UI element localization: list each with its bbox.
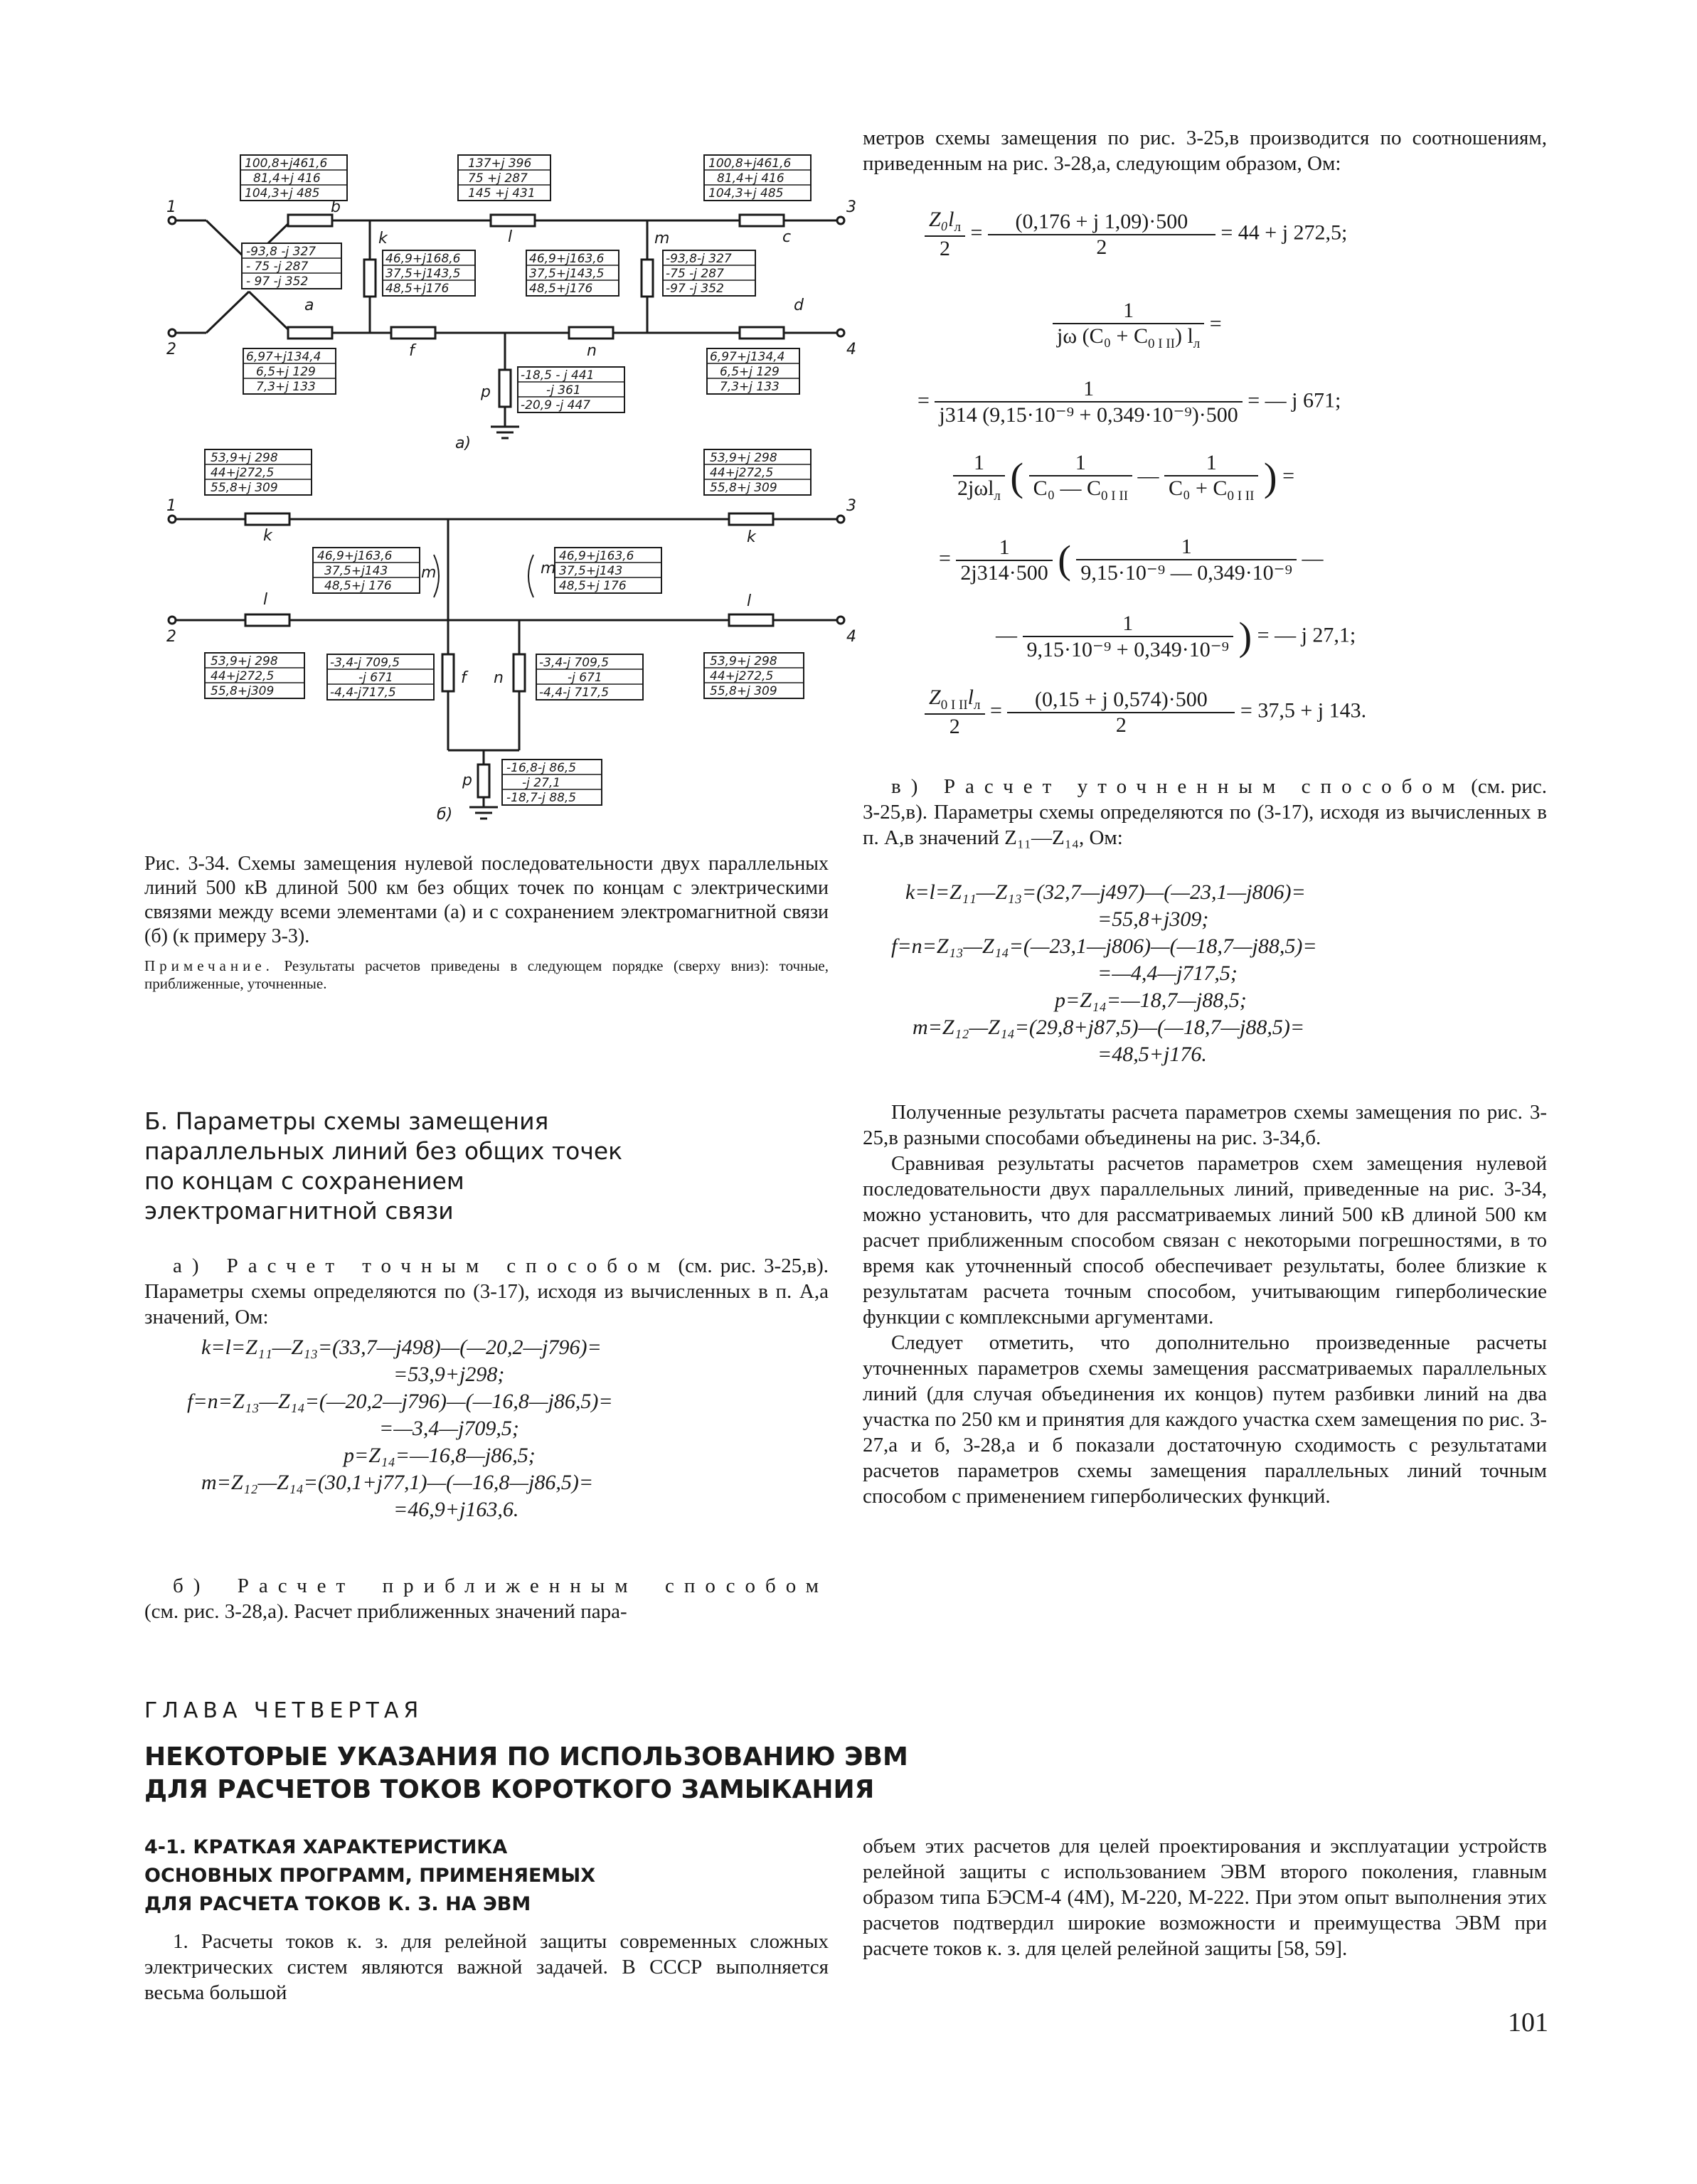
equation-line: p=Z₁₄=—18,7—j88,5;	[1055, 989, 1247, 1012]
paragraph-text: Следует отметить, что дополнительно произведенные расчеты уточненных параметров схемы замещения рассматриваемых параллельных линий (для случая объединения их концов) путем разбивки линий на два участка по 250 км и принятия для каждого участка схем замещения по рис. 3-27,а и б, 3-28,а и б показали достаточную сходимость с результатами расчетов параметров схемы замещения параллельных линий точным способом с применением гиперболических функций.	[863, 1331, 1547, 1508]
math-term: 2	[1096, 235, 1107, 259]
math-term: 1	[1023, 612, 1234, 637]
value: 104,3+j 485	[245, 186, 320, 201]
math-term: jω (C₀ + C	[1057, 324, 1148, 348]
value: 37,5+j143	[559, 564, 623, 578]
math-result: =	[1209, 311, 1222, 336]
resistor-f	[442, 654, 454, 691]
value: 48,5+j176	[385, 282, 449, 296]
para-a-exact	[144, 1253, 829, 1330]
paragraph-text: объем этих расчетов для целей проектирования и эксплуатации устройств релейной защиты с использованием ЭВМ второго поколения, главным образом типа БЭСМ-4 (4М), М-220, М-222. При этом опыт выполнения этих расчетов подтвердил широкие возможности и преимущества ЭВМ при расчете токов к. з. для целей релейной защиты [58, 59].	[863, 1835, 1547, 1960]
math-result: =	[1282, 464, 1294, 488]
value: -j 671	[358, 671, 393, 685]
resistor-k-right	[729, 513, 773, 525]
math-term: 2j314·500	[960, 560, 1048, 585]
chapter-title-line: ДЛЯ РАСЧЕТОВ ТОКОВ КОРОТКОГО ЗАМЫКАНИЯ	[144, 1775, 875, 1804]
label-k: k	[263, 527, 272, 545]
math-term: =	[917, 388, 930, 412]
heading-line: Б. Параметры схемы замещения	[144, 1107, 549, 1135]
section-title-line: ОСНОВНЫХ ПРОГРАММ, ПРИМЕНЯЕМЫХ	[144, 1865, 596, 1887]
right-intro	[863, 125, 1547, 176]
math-eq-4: $\frac{1}{2j\omega l_л}$ ( $\frac{1}{C_0 — C_{0 I II}}$ — $\frac{1}{C_0 + C_{0 I II}}$ ) =	[953, 451, 1294, 504]
value-box-bottom-left	[243, 348, 336, 394]
value-box-b-n	[536, 654, 643, 700]
value-box-b-mid-left	[313, 548, 420, 593]
figure-b-diagram	[156, 441, 1010, 825]
heading-line: электромагнитной связи	[144, 1197, 454, 1225]
value: 53,9+j 298	[710, 451, 777, 465]
resistor-d	[740, 327, 784, 339]
value-box-top-mid	[458, 155, 550, 201]
label-p: p	[462, 772, 472, 789]
math-sub: л	[1193, 336, 1201, 351]
resistor-a	[288, 327, 332, 339]
math-term: 1	[953, 451, 1005, 476]
label-1: 1	[166, 497, 176, 515]
label-3: 3	[846, 198, 856, 216]
math-sub: л	[954, 220, 961, 235]
value: 37,5+j143,5	[529, 267, 605, 281]
paragraph-text: Сравнивая результаты расчетов параметров схем замещения нулевой последовательности двух параллельных линий, приведенные на рис. 3-34, можно установить, что для рассматриваемых линий 500 кВ длиной 500 км расчет приближенным способом связан с некоторыми погрешностями, в то время как уточненный способ обеспечивает результаты, более близкие к результатам расчета точным способом, учитывающим гиперболические функции с комплексными аргументами.	[863, 1152, 1547, 1328]
value-box-b-f	[327, 654, 434, 700]
value: 145 +j 431	[468, 186, 536, 201]
value: 44+j272,5	[211, 466, 275, 480]
value: -93,8 -j 327	[246, 245, 316, 259]
label-c: c	[782, 228, 792, 246]
math-term: 2	[939, 237, 950, 260]
value-box-top-right	[704, 155, 811, 201]
math-sub: 0 I II	[1227, 489, 1255, 504]
figure-note	[144, 957, 829, 993]
section-title-line: 4-1. КРАТКАЯ ХАРАКТЕРИСТИКА	[144, 1836, 508, 1858]
label-1: 1	[166, 198, 176, 216]
math-term: =	[939, 546, 951, 570]
math-eq-6: — $\frac{1}{\text{9,15·10⁻⁹ + 0,349·10⁻⁹}}$ ) = — j 27,1;	[996, 612, 1356, 661]
value-box-bottom-right	[707, 348, 799, 394]
value: 100,8+j461,6	[245, 156, 328, 171]
paragraph-text: (см. рис. 3-28,а). Расчет приближенных значений пара-	[144, 1600, 627, 1623]
terminal-4	[837, 329, 844, 336]
terminal-3	[837, 217, 844, 224]
math-term: 1	[1053, 299, 1204, 324]
math-term: 9,15·10⁻⁹ + 0,349·10⁻⁹	[1026, 638, 1229, 661]
value: 7,3+j 133	[720, 380, 780, 394]
value-box-p	[518, 367, 624, 412]
value: 104,3+j 485	[708, 186, 784, 201]
spaced-heading: а) Расчет точным способом	[173, 1255, 671, 1277]
equation-line: k=l=Z₁₁—Z₁₃=(33,7—j498)—(—20,2—j796)=	[201, 1336, 602, 1359]
label-a: a	[304, 297, 314, 314]
equation-line: m=Z₁₂—Z₁₄=(30,1+j77,1)—(—16,8—j86,5)=	[201, 1471, 594, 1494]
label-m: m	[421, 564, 437, 582]
math-term: (0,176 + j 1,09)·500	[988, 210, 1215, 235]
math-term: 1	[956, 536, 1052, 561]
label-k: k	[747, 528, 756, 546]
equation-line: m=Z₁₂—Z₁₄=(29,8+j87,5)—(—18,7—j88,5)=	[913, 1016, 1305, 1039]
label-l: l	[263, 591, 268, 609]
equation-line: f=n=Z₁₃—Z₁₄=(—23,1—j806)—(—18,7—j88,5)=	[891, 934, 1317, 958]
label-f: f	[409, 342, 415, 360]
section-heading	[144, 1107, 784, 1226]
value: -4,4-j717,5	[330, 686, 396, 700]
value: 6,97+j134,4	[246, 350, 321, 364]
paragraph-text: (см. рис. 3-25,в). Параметры схемы определяются по (3-17), исходя из вычисленных в п. А,а значений, Ом:	[144, 1255, 829, 1328]
value: -3,4-j 709,5	[539, 656, 610, 670]
heading-line: параллельных линий без общих точек	[144, 1137, 623, 1165]
value: -j 671	[568, 671, 602, 685]
value-box-b-p	[502, 760, 602, 805]
value: 81,4+j 416	[717, 171, 784, 186]
para-c-refined	[863, 774, 1547, 851]
resistor-f	[391, 327, 435, 339]
value: 46,9+j168,6	[385, 252, 461, 266]
math-eq-1: $\frac{Z_0l_л}{2}$ = $\frac{(0,176 + j 1,09)\cdot 500}{2}$ = 44 + j 272,5;	[925, 208, 1347, 261]
value-box-b-bottom-right	[704, 653, 804, 698]
value: -75 -j 287	[666, 267, 724, 281]
paragraph-text: метров схемы замещения по рис. 3-25,в производится по соотношениям, приведенным на рис. 3-28,а, следующим образом, Ом:	[863, 127, 1547, 175]
terminal-2	[169, 329, 176, 336]
equation-line: =46,9+j163,6.	[393, 1498, 519, 1521]
label-4: 4	[846, 628, 856, 646]
value: 55,8+j 309	[710, 684, 777, 698]
figure-tag-a: a)	[455, 435, 472, 452]
resistor-l	[491, 215, 535, 226]
math-result: = 37,5 + j 143.	[1240, 698, 1367, 723]
label-2: 2	[166, 628, 176, 646]
equation-line: =—3,4—j709,5;	[379, 1417, 519, 1440]
math-result: —	[1302, 546, 1324, 570]
value-box-b-bottom-left	[205, 653, 304, 698]
value: 48,5+j 176	[324, 579, 392, 593]
label-k: k	[378, 230, 388, 247]
value: -3,4-j 709,5	[330, 656, 400, 670]
math-term: (0,15 + j 0,574)·500	[1007, 688, 1235, 713]
value: 6,5+j 129	[720, 365, 780, 379]
math-term: Z	[929, 686, 941, 709]
value: -18,5 - j 441	[521, 368, 595, 383]
label-4: 4	[846, 341, 856, 358]
resistor-l-left	[245, 614, 289, 626]
math-term: l	[967, 686, 974, 709]
value: 44+j272,5	[710, 669, 774, 683]
math-eq-3	[917, 377, 1341, 427]
label-3: 3	[846, 497, 856, 515]
value-box-b-top-right	[704, 449, 811, 495]
math-sub: л	[994, 489, 1001, 504]
value: 137+j 396	[468, 156, 532, 171]
page-number: 101	[1508, 2008, 1548, 2037]
section-title	[144, 1833, 829, 1919]
equation-line: k=l=Z₁₁—Z₁₃=(32,7—j497)—(—23,1—j806)=	[905, 880, 1306, 904]
math-sub: 0 I II	[1101, 489, 1129, 504]
math-term: 2	[949, 715, 960, 738]
terminal-1	[169, 516, 176, 523]
label-2: 2	[166, 341, 176, 358]
note-label: Примечание.	[144, 957, 274, 974]
resistor-l-right	[729, 614, 773, 626]
equation-line: =48,5+j176.	[1097, 1043, 1207, 1066]
label-m: m	[541, 560, 556, 577]
resistor-k	[364, 260, 376, 297]
value: 48,5+j 176	[559, 579, 627, 593]
value: 55,8+j309	[211, 684, 275, 698]
value: 44+j272,5	[710, 466, 774, 480]
value-box-b-top-left	[205, 449, 312, 495]
math-term: C₀ + C	[1169, 476, 1228, 500]
math-term: 9,15·10⁻⁹ — 0,349·10⁻⁹	[1080, 561, 1292, 585]
note-text: Результаты расчетов приведены в следующем порядке (сверху вниз): точные, приближенные, уточненные.	[144, 957, 829, 992]
figure-tag-b: б)	[437, 806, 453, 824]
resistor-p	[499, 370, 511, 407]
math-result: = 44 + j 272,5;	[1220, 220, 1348, 245]
equations-refined	[863, 879, 1547, 1068]
value: -20,9 -j 447	[521, 398, 591, 412]
value: 75 +j 287	[468, 171, 528, 186]
value-box-b-mid-right	[555, 548, 661, 593]
value: 37,5+j143,5	[385, 267, 461, 281]
resistor-k-left	[245, 513, 289, 525]
equation-line: =55,8+j309;	[1097, 907, 1209, 931]
resistor-p	[478, 765, 489, 797]
value: 55,8+j 309	[710, 481, 777, 495]
para-b-approx	[144, 1573, 829, 1624]
section-title-line: ДЛЯ РАСЧЕТА ТОКОВ К. З. НА ЭВМ	[144, 1893, 531, 1915]
paragraph-text: (см. рис. 3-25,в). Параметры схемы определяются по (3-17), исходя из вычисленных в п. А,в значений Z₁₁—Z₁₄, Ом:	[863, 775, 1548, 849]
terminal-3	[837, 516, 844, 523]
value: 100,8+j461,6	[708, 156, 792, 171]
value: -4,4-j 717,5	[539, 686, 610, 700]
label-l: l	[508, 228, 513, 246]
figure-caption-block	[144, 852, 829, 993]
right-paragraphs	[863, 1099, 1547, 1509]
value-box-mid-left	[242, 243, 341, 289]
value: 7,3+j 133	[256, 380, 316, 394]
value: 6,97+j134,4	[710, 350, 785, 364]
math-term: 2jωl	[957, 476, 994, 500]
math-result: = — j 27,1;	[1257, 623, 1356, 647]
math-term: Z₀l	[929, 208, 954, 231]
paragraph-text: Полученные результаты расчета параметров схемы замещения по рис. 3-25,в разными способами объединены на рис. 3-34,б.	[863, 1101, 1547, 1149]
value: -j 361	[546, 383, 581, 398]
value: 53,9+j 298	[211, 654, 278, 668]
terminal-4	[837, 617, 844, 624]
spaced-heading: в) Расчет уточненным способом	[891, 775, 1465, 798]
label-p: p	[481, 383, 491, 401]
math-term: j314 (9,15·10⁻⁹ + 0,349·10⁻⁹)·500	[939, 403, 1238, 427]
value: -97 -j 352	[666, 282, 724, 296]
equation-line: p=Z₁₄=—16,8—j86,5;	[344, 1444, 536, 1467]
value: - 75 -j 287	[246, 260, 309, 274]
chapter-title-line: НЕКОТОРЫЕ УКАЗАНИЯ ПО ИСПОЛЬЗОВАНИЮ ЭВМ	[144, 1742, 908, 1772]
value: -j 27,1	[522, 776, 561, 790]
section-left-text	[144, 1929, 829, 2005]
value: -16,8-j 86,5	[506, 761, 577, 775]
math-eq-2	[1053, 299, 1222, 352]
math-term: —	[996, 623, 1017, 647]
math-term: 1	[935, 377, 1242, 403]
value-box-top-left	[240, 155, 347, 201]
section-right-text	[863, 1833, 1547, 1961]
value-box-mid-right	[663, 250, 755, 296]
math-eq-7: $\frac{Z_{0 I II}l_л}{2}$ = $\frac{(0,15 + j 0,574)\cdot 500}{2}$ = 37,5 + j 143.	[925, 686, 1366, 739]
math-term: C₀ — C	[1033, 476, 1102, 500]
terminal-1	[169, 217, 176, 224]
value: 46,9+j163,6	[317, 549, 393, 563]
value: 37,5+j143	[324, 564, 388, 578]
heading-line: по концам с сохранением	[144, 1167, 464, 1195]
equation-line: f=n=Z₁₃—Z₁₄=(—20,2—j796)—(—16,8—j86,5)=	[187, 1390, 613, 1413]
resistor-b	[288, 215, 332, 226]
paragraph-text: 1. Расчеты токов к. з. для релейной защиты современных сложных электрических систем являются важной задачей. В СССР выполняется весьма большой	[144, 1930, 829, 2004]
math-term: 2	[1115, 713, 1127, 737]
label-l: l	[747, 592, 752, 610]
math-sub: 0 I II	[1147, 336, 1175, 351]
math-sub: 0 I II	[940, 698, 968, 713]
math-result: = — j 671;	[1248, 388, 1341, 412]
math-term: ) l	[1174, 324, 1193, 348]
value: 53,9+j 298	[710, 654, 777, 668]
value: 44+j272,5	[211, 669, 275, 683]
math-term: 1	[1076, 535, 1297, 560]
value: 55,8+j 309	[211, 481, 278, 495]
equation-line: =53,9+j298;	[393, 1363, 505, 1386]
spaced-heading: б) Расчет приближенным способом	[173, 1575, 829, 1597]
label-m: m	[654, 230, 670, 247]
chapter-title	[144, 1741, 1282, 1806]
math-sub: л	[974, 698, 981, 713]
value: 53,9+j 298	[211, 451, 278, 465]
value: 48,5+j176	[529, 282, 593, 296]
resistor-n	[569, 327, 613, 339]
label-f: f	[461, 669, 467, 687]
resistor-m	[642, 260, 653, 297]
label-b: b	[331, 198, 341, 216]
resistor-n	[514, 654, 525, 691]
math-term: 1	[1029, 451, 1132, 476]
equation-line: =—4,4—j717,5;	[1097, 962, 1238, 985]
value-box-m	[526, 250, 619, 296]
label-n: n	[587, 342, 597, 360]
math-term: 1	[1164, 451, 1258, 476]
value: 81,4+j 416	[253, 171, 321, 186]
chapter-label: ГЛАВА ЧЕТВЕРТАЯ	[144, 1698, 424, 1723]
value: - 97 -j 352	[246, 275, 309, 289]
value: -18,7-j 88,5	[506, 791, 577, 805]
value: 46,9+j163,6	[529, 252, 605, 266]
value-box-k	[383, 250, 475, 296]
equations-exact	[144, 1334, 829, 1523]
value: 6,5+j 129	[256, 365, 316, 379]
terminal-2	[169, 617, 176, 624]
resistor-c	[740, 215, 784, 226]
label-n: n	[494, 669, 504, 687]
label-d: d	[794, 297, 804, 314]
math-eq-5: = $\frac{1}{2j314\cdot 500}$ ( $\frac{1}{\text{9,15·10⁻⁹ — 0,349·10⁻⁹}}$ —	[939, 535, 1324, 585]
figure-caption: Рис. 3-34. Схемы замещения нулевой последовательности двух параллельных линий 500 кВ длиной 500 км без общих точек по концам с электрическими связями между всеми элементами (а) и с сохранением электромагнитной связи (б) (к примеру 3-3).	[144, 853, 829, 947]
value: -93,8-j 327	[666, 252, 732, 266]
value: 46,9+j163,6	[559, 549, 634, 563]
